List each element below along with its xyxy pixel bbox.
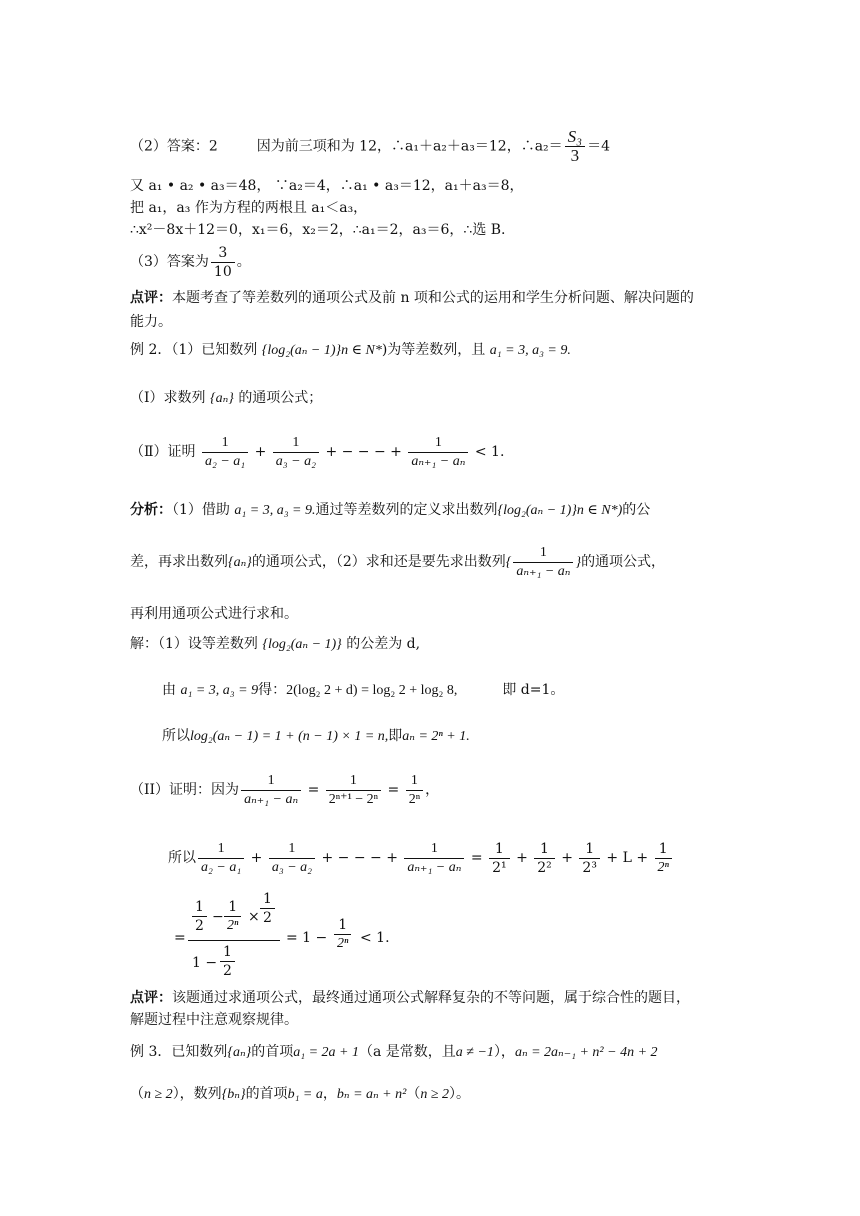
fraction-an1-an: $\frac{1}{\text{aₙ₊₁ − aₙ}}$ [408,434,468,471]
answer-2-line [130,127,610,165]
fraction-an1-an-analysis: $\frac{1}{\text{aₙ₊₁ − aₙ}}$ [513,544,573,581]
example-2-title: 例 2．（1）已知数列 {log₂(aₙ − 1)}n ∈ N*)为等差数列，且 a₁ = 3, a₃ = 9. [130,342,571,358]
initial-conditions: a₁ = 3, a₃ = 9. [489,343,571,358]
solution-line-1: 解：（1）设等差数列 {log₂(aₙ − 1)} 的公差为 d, [130,636,421,652]
answer-2-line-2: 又 a₁ • a₂ • a₃＝48， ∵a₂＝4，∴a₁ • a₃＝12，a₁＋a₃＝8， [130,178,524,194]
pow-frac-n: $\frac{1}{\text{2ⁿ}}$ [655,840,672,877]
proof-line-1: （II）证明：因为 $\frac{1}{\text{aₙ₊₁ − aₙ}}$ = $\frac{1}{\text{2ⁿ⁺¹ − 2ⁿ}}$ = $\frac{1}{\text{2ⁿ}}$ ， [130,772,440,807]
answer-2-label: （2）答案：2 [130,138,218,155]
proof-line-2: 所以 $\frac{1}{\text{a₂ − a₁}}$ + $\frac{1}{\text{a₃ − a₂}}$ + − − − + $\frac{1}{\text{aₙ₊₁ − aₙ}}$ = $\frac{1}{\text{2¹}}$ + $\frac{1}{\text{2²}}$ + $\frac{1}{\text{2³}}$ + L + $\frac{1}{\text{2ⁿ}}$ [168,834,674,882]
log-sequence: {log₂(aₙ − 1)}n ∈ N* [261,343,382,358]
three-tenths-fraction: $\frac{3}{10}$ [211,244,235,281]
comment-2-cont: 解题过程中注意观察规律。 [130,1012,298,1028]
comment-1 [130,288,694,308]
pow-frac-3: $\frac{1}{\text{2³}}$ [579,840,600,877]
fraction-proof-3: $\frac{1}{\text{2ⁿ}}$ [406,772,423,809]
pow-frac-2: $\frac{1}{\text{2²}}$ [534,840,555,877]
s3-over-3-fraction: $\frac{\text{S₃}}{3}$ [565,128,585,165]
compound-fraction: $\frac{1}{2}$ − $\frac{1}{\text{2ⁿ}}$ × $\frac{1}{2}$ 1 − $\frac{1}{2}$ [188,896,280,985]
pow-frac-1: $\frac{1}{\text{2¹}}$ [489,840,510,877]
fraction-a3-a2: $\frac{1}{\text{a₃ − a₂}}$ [273,434,319,471]
sum-frac-1: $\frac{1}{\text{a₂ − a₁}}$ [198,840,244,877]
analysis-line-3: 再利用通项公式进行求和。 [130,606,298,622]
answer-2-line-3: 把 a₁，a₃ 作为方程的两根且 a₁＜a₃， [130,200,368,216]
example-2-part-1: （Ⅰ）求数列 {aₙ} 的通项公式； [130,390,323,406]
analysis-label: 分析： [130,502,172,518]
sum-frac-2: $\frac{1}{\text{a₃ − a₂}}$ [269,840,315,877]
analysis-line-1: 分析：（1）借助 a₁ = 3, a₃ = 9.通过等差数列的定义求出数列{log₂(aₙ − 1)}n ∈ N*)的公 [130,502,651,518]
answer-2-reason: 因为前三项和为 12，∴a₁＋a₂＋a₃＝12，∴a₂＝ [256,138,563,155]
seq-an: {aₙ} [209,391,234,406]
equals-four: ＝4 [587,138,610,155]
answer-3-label: （3）答案为 [130,254,209,270]
solution-line-2: 由 a₁ = 3, a₃ = 9得：2(log₂ 2 + d) = log₂ 2 + log₂ 8, 即 d=1。 [162,682,565,698]
example-3-line-1: 例 3．已知数列{aₙ}的首项a₁ = 2a + 1（a 是常数，且a ≠ −1），aₙ = 2aₙ₋₁ + n² − 4n + 2 [130,1044,658,1060]
answer-2-line-4: ∴x²－8x＋12＝0，x₁＝6，x₂＝2，∴a₁＝2，a₃＝6，∴选 B. [130,222,506,238]
example-2-part-2: （Ⅱ）证明 $\frac{1}{\text{a₂ − a₁}}$ + $\frac{1}{\text{a₃ − a₂}}$ + − − − + $\frac{1}{\text{aₙ₊₁ − aₙ}}$ < 1. [130,434,505,469]
fraction-proof-2: $\frac{1}{\text{2ⁿ⁺¹ − 2ⁿ}}$ [326,772,381,809]
comment-1-cont: 能力。 [130,314,172,330]
comment-1-label: 点评： [130,290,172,306]
document-page: （2）答案：2 因为前三项和为 12，∴a₁＋a₂＋a₃＝12，∴a₂＝ $\frac{\text{S₃}}{3}$ ＝4 又 a₁ • a₂ • a₃＝48， ∵a₂＝4，∴a₁ • a₃＝12，a₁＋a₃＝8， 把 a₁，a₃ 作为方程的两根且 a₁＜a₃， ∴x²－8x＋12＝0，x₁＝6，x₂＝2，∴a₁＝2，a₃＝6，∴选 B. （3）答案为 $\frac{3}{10}$ 。 点评：本题考查了等差数列的通项公式及前 n 项和公式的运用和学生分析问题、解决问题的 能力。 例 2．（1）已知数列 {log₂(aₙ − 1)}n ∈ N*)为等差数列，且 a₁ = 3, a₃ = 9. （Ⅰ）求数列 {aₙ} 的通项公式； （Ⅱ）证明 $\frac{1}{\text{a₂ − a₁}}$ + $\frac{1}{\text{a₃ − a₂}}$ + − − − + $\frac{1}{\text{aₙ₊₁ − aₙ}}$ < 1. 分析：（1）借助 a₁ = 3, a₃ = 9.通过等差数列的定义求出数列{log₂(aₙ − 1)}n ∈ N*)的公 差，再求出数列{aₙ}的通项公式，（2）求和还是要先求出数列{ $\frac{1}{\text{aₙ₊₁ − aₙ}}$ }的通项公式， 再利用通项公式进行求和。 解：（1）设等差数列 {log₂(aₙ − 1)} 的公差为 d, 由 a₁ = 3, a₃ = 9得：2(log₂ 2 + d) = log₂ 2 + log₂ 8, 即 d=1。 所以log₂(aₙ − 1) = 1 + (n − 1) × 1 = n,即aₙ = 2ⁿ + 1. （II）证明：因为 $\frac{1}{\text{aₙ₊₁ − aₙ}}$ = $\frac{1}{\text{2ⁿ⁺¹ − 2ⁿ}}$ = $\frac{1}{\text{2ⁿ}}$ ， 所以 $\frac{1}{\text{a₂ − a₁}}$ + $\frac{1}{\text{a₃ − a₂}}$ + − − − + $\frac{1}{\text{aₙ₊₁ − aₙ}}$ = $\frac{1}{\text{2¹}}$ + $\frac{1}{\text{2²}}$ + $\frac{1}{\text{2³}}$ + L + $\frac{1}{\text{2ⁿ}}$ = $\frac{1}{2}$ − $\frac{1}{\text{2ⁿ}}$ × $\frac{1}{2}$ 1 − $\frac{1}{2}$ = 1 − $\frac{1}{\text{2ⁿ}}$ < 1. 点评：该题通过求通项公式，最终通过通项公式解释复杂的不等问题，属于综合性的题目， 解题过程中注意观察规律。 例 3．已知数列{aₙ}的首项a₁ = 2a + 1（a 是常数，且a ≠ −1），aₙ = 2aₙ₋₁ + n² − 4n + 2 （n ≥ 2），数列{bₙ}的首项b₁ = a，bₙ = aₙ + n²（n ≥ 2）。 [0,0,860,1216]
comment-2: 点评：该题通过求通项公式，最终通过通项公式解释复杂的不等问题，属于综合性的题目， [130,990,690,1006]
fraction-a2-a1: $\frac{1}{\text{a₂ − a₁}}$ [202,434,248,471]
answer-3-line: （3）答案为 $\frac{3}{10}$ 。 [130,244,251,280]
fraction-proof-1: $\frac{1}{\text{aₙ₊₁ − aₙ}}$ [241,772,301,809]
comment-1-text: 本题考查了等差数列的通项公式及前 n 项和公式的运用和学生分析问题、解决问题的 [172,290,694,306]
sum-frac-3: $\frac{1}{\text{aₙ₊₁ − aₙ}}$ [404,840,464,877]
example-3-line-2: （n ≥ 2），数列{bₙ}的首项b₁ = a，bₙ = aₙ + n²（n ≥ 2）。 [130,1086,471,1102]
solution-line-3: 所以log₂(aₙ − 1) = 1 + (n − 1) × 1 = n,即aₙ = 2ⁿ + 1. [162,728,470,744]
analysis-line-2: 差，再求出数列{aₙ}的通项公式，（2）求和还是要先求出数列{ $\frac{1}{\text{aₙ₊₁ − aₙ}}$ }的通项公式， [130,544,666,579]
comment-2-label: 点评： [130,990,172,1006]
final-frac-2n: $\frac{1}{\text{2ⁿ}}$ [334,916,351,953]
